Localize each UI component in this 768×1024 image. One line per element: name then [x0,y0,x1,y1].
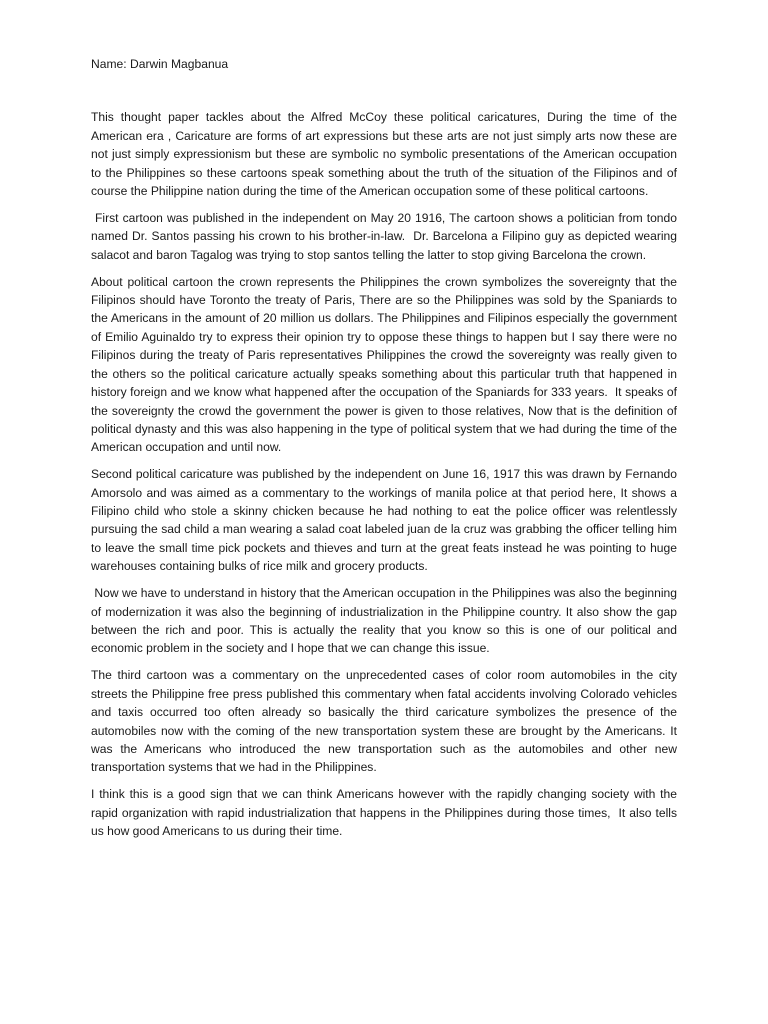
paragraph-conclusion: I think this is a good sign that we can think Americans however with the rapidly changing society with the rapid organization with rapid industrialization that happens in the Philippines during those times, It also tells us how good Americans to us during their time. [91,787,681,839]
paragraph-first-cartoon: First cartoon was published in the independent on May 20 1916, The cartoon shows a politician from tondo named Dr. Santos passing his crown to his brother-in-law. Dr. Barcelona a Filipino guy as depicted wearing salacot and baron Tagalog was trying to stop santos telling the latter to stop giving Barcelona the crown. [91,210,681,262]
paragraph-third-cartoon: The third cartoon was a commentary on the unprecedented cases of color room automobiles in the city streets the Philippine free press published this commentary when fatal accidents involving Colorado vehicles and taxis occurred too often already so basically the third caricature symbolizes the presence of the automobiles now with the coming of the new transportation system these are brought by the Americans. It was the Americans who introduced the new transportation such as the automobiles and other new transportation systems that we had in the Philippines. [91,668,681,775]
document-body [91,55,681,849]
paragraph-intro: This thought paper tackles about the Alfred McCoy these political caricatures, During the time of the American era , Caricature are forms of art expressions but these arts are not just simply arts now these are not just simply expressionism but these are symbolic no symbolic presentations of the American occupation to the Philippines so these cartoons speak something about the truth of the situation of the Filipinos and of course the Philippine nation during the time of the American occupation some of these political cartoons. [91,110,681,199]
author-name-line: Name: Darwin Magbanua [91,57,229,71]
paragraph-crown-symbolism: About political cartoon the crown represents the Philippines the crown symbolizes the sovereignty that the Filipinos should have Toronto the treaty of Paris, There are so the Philippines was sold by the Spaniards to the Americans in the amount of 20 million us dollars. The Philippines and Filipinos especially the government of Emilio Aguinaldo try to express their opinion try to oppose these things to happen but I say there were no Filipinos during the treaty of Paris representatives Philippines the crowd the sovereignty was really given to the others so the political caricature actually speaks something about this particular truth that happened in history foreign and we know what happened after the occupation of the Spaniards for 333 years. It speaks of the sovereignty the crowd the government the power is given to those relatives, Now that is the definition of political dynasty and this was also happening in the type of political system that we had during the time of the American occupation and until now. [91,274,681,455]
paragraph-modernization: Now we have to understand in history that the American occupation in the Philippines was also the beginning of modernization it was also the beginning of industrialization in the Philippine country. It also show the gap between the rich and poor. This is actually the reality that you know so this is one of our political and economic problem in the society and I hope that we can change this issue. [91,586,681,656]
paragraph-second-caricature: Second political caricature was published by the independent on June 16, 1917 this was drawn by Fernando Amorsolo and was aimed as a commentary to the workings of manila police at that period here, It shows a Filipino child who stole a skinny chicken because he had nothing to eat the police officer was relentlessly pursuing the sad child a man wearing a salad coat labeled juan de la cruz was grabbing the officer telling him to leave the small time pick pockets and thieves and turn at the great feats instead he was pointing to huge warehouses containing bulks of rice milk and grocery products. [91,467,681,574]
